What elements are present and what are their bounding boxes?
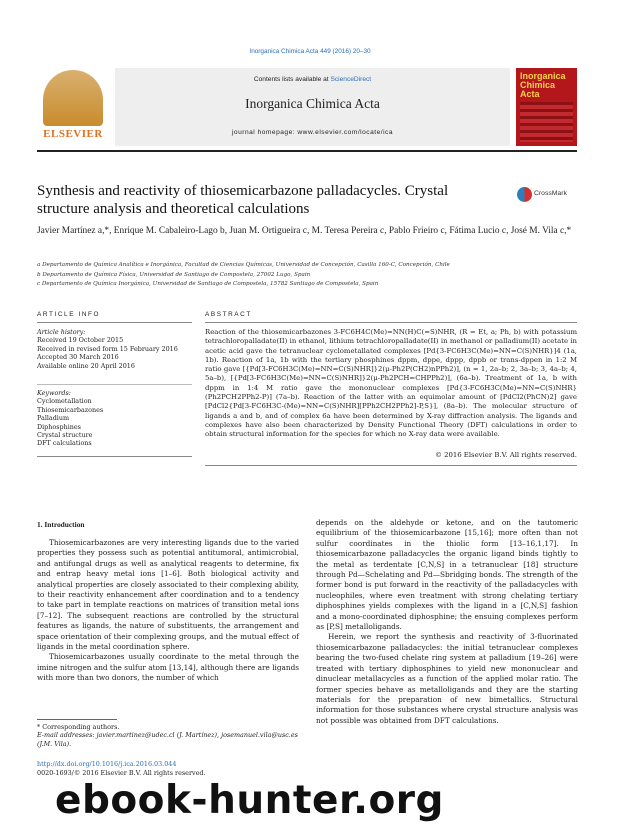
sciencedirect-link[interactable]: ScienceDirect	[330, 76, 372, 83]
body-paragraph: Herein, we report the synthesis and reactivity of 3-fluorinated thiosemicarbazone palladacycles: the initial tetranuclear complexes bearing the two-fused chelate ring system at palladium [19–26] were treated with tertiary diphosphines to yield new mononuclear and dinuclear metallacycles as a function of the applied molar ratio. The former species behave as metalloligands and they are the starting materials for the preparation of new bimetallics. Structural information for those substances where crystal structure analysis was not possible was obtained from DFT calculations.	[316, 632, 578, 725]
article-info-heading: ARTICLE INFO	[37, 311, 101, 318]
affiliation-c: c Departamento de Química Inorgánica, Universidad de Santiago de Compostela, 15782 Santiago de Compostela, Spain	[37, 281, 379, 287]
affiliation-b: b Departamento de Química Física, Universidad de Santiago de Compostela, 27002 Lugo, Spain	[37, 271, 311, 278]
contents-text: Contents lists available at	[253, 76, 331, 83]
watermark: ebook-hunter.org	[55, 778, 444, 823]
history-received: Received 19 October 2015	[37, 336, 124, 345]
keyword: DFT calculations	[37, 439, 92, 448]
keyword: Diphosphines	[37, 422, 81, 431]
article-title: Synthesis and reactivity of thiosemicarbazone palladacycles. Crystal structure analysis and theoretical calculations	[37, 183, 449, 217]
body-paragraph: Thiosemicarbazones usually coordinate to the metal through the imine nitrogen and the sulfur atom [13,14], although there are ligands with more than two donors, the number of which	[37, 652, 299, 683]
keyword: Crystal structure	[37, 431, 93, 440]
publisher-name: ELSEVIER	[43, 128, 103, 140]
history-revised: Received in revised form 15 February 2016	[37, 344, 178, 353]
keyword: Palladium	[37, 414, 70, 423]
issn-line: 0020-1693/© 2016 Elsevier B.V. All rights reserved.	[37, 769, 206, 777]
crossmark-badge[interactable]	[517, 187, 577, 205]
cover-pattern	[520, 102, 573, 142]
article-info-rule	[37, 322, 192, 323]
abstract-rule	[205, 322, 577, 323]
keyword: Thiosemicarbazones	[37, 405, 104, 414]
history-online: Available online 20 April 2016	[37, 361, 135, 370]
elsevier-logo	[37, 68, 109, 146]
contents-line	[115, 76, 510, 83]
abstract-text: Reaction of the thiosemicarbazones 3-FC6H4C(Me)=NN(H)C(=S)NHR, (R = Et, a; Ph, b) with potassium tetrachloropalladate(II) in ethanol, lithium tetrachloropalladate(II) in methanol or palladium(II) acetate in acetic acid gave the tetranuclear cyclometallated complexes [Pd{3-FC6H3C(Me)=NN=C(S)NHR}]4 (1a, 1b). Reaction of 1a, 1b with the tertiary phosphines dppm, dppe, dppp, dppb or trans-dppen in 1:2 M ratio gave [{Pd[3-FC6H3C(Me)=NN=C(S)NHR]}2(μ-Ph2P(CH2)nPPh2)], (n = 1, 2a–b; 2, 3a–b; 3, 4a–b; 4, 5a–b), [{Pd[3-FC6H3C(Me)=NN=C(S)NHR]}2(μ-Ph2PCH=CHPPh2)], (6a–b). Treatment of 1a, b with dppm in 1:4 M ratio gave the mononuclear complexes [Pd{3-FC6H3C(Me)=NN=C(S)NHR}(Ph2PCH2PPh2-P)] (7a–b). Reaction of the latter with an equimolar amount of [PdCl2(PhCN)2] gave [PdCl2{Pd[3-FC6H3C-(Me)=NN=C(S)NHR][PPh2CH2PPh2]-P,S}], (8a–b). The molecular structure of ligands a and b, and of complex 6a have been determined by X-ray diffraction analysis. The ligands and complexes have also been characterized by Density Functional Theory (DFT) calculations in order to obtain structural information for the species for which no X-ray data were available.	[205, 328, 577, 439]
keywords-label: Keywords:	[37, 389, 71, 397]
body-column-left	[37, 538, 299, 684]
abstract-bottom-rule	[205, 465, 577, 466]
author-list: Javier Martínez a,*, Enrique M. Cabaleiro-Lago b, Juan M. Ortigueira c, M. Teresa Pereira c, Pablo Frieiro c, Fátima Lucio c, José M. Vila c,*	[37, 226, 572, 236]
body-paragraph: Thiosemicarbazones are very interesting ligands due to the varied properties they possess such as potential antitumoral, antimicrobial, and antifungal drugs as well as analytical reagents to determine, fix and entrap heavy metal ions [1–6]. Both biological activity and analytical properties are closely associated to their complexing ability, to their reactivity enhancement after coordination and to a tendency to take part in template reactions on matrices of transition metal ions [7–12]. The subsequent reactions are controlled by the structural features as ligands, the nature of substituents, the arrangement and space orientation of their complexing groups, and the mutual effect of ligands in the metal coordination sphere.	[37, 538, 299, 652]
masthead-rule	[37, 150, 577, 152]
affiliations	[37, 261, 582, 290]
keyword: Cyclometallation	[37, 397, 92, 406]
journal-reference[interactable]: Inorganica Chimica Acta 449 (2016) 20–30	[249, 48, 371, 55]
doi-link[interactable]: http://dx.doi.org/10.1016/j.ica.2016.03.044	[37, 760, 177, 768]
body-column-right	[316, 518, 578, 726]
crossmark-icon	[517, 187, 532, 202]
article-info-bottom-rule	[37, 456, 192, 457]
crossmark-label: CrossMark	[534, 190, 567, 197]
journal-title: Inorganica Chimica Acta	[245, 96, 380, 111]
keywords	[37, 389, 197, 448]
journal-masthead	[37, 68, 577, 146]
footnote	[37, 723, 307, 748]
journal-cover	[516, 68, 577, 146]
abstract-copyright: © 2016 Elsevier B.V. All rights reserved.	[435, 451, 577, 459]
journal-banner	[115, 68, 510, 146]
footnote-rule	[37, 719, 117, 720]
journal-homepage[interactable]: journal homepage: www.elsevier.com/locate/ica	[231, 129, 394, 136]
body-paragraph: depends on the aldehyde or ketone, and on the tautomeric equilibrium of the thiosemicarbazone [15,16]; more often than not sulfur coordinates in the thiolic form [13–16,1,17]. In thiosemicarbazone palladacycles the organic ligand binds tightly to the metal as terdentate [C,N,S] in a tetranuclear [18] structure through Pd—Schelating and Pd—Sbridging bonds. The strength of the former bond is put forward in the reactivity of the palladacycles with nucleophiles, where even treatment with strong chelating tertiary diphosphines yields complexes with the ligand in a [C,N,S] fashion and a mono-coordinated diphosphine; the ensuing complexes perform as [P,S] metalloligands.	[316, 518, 578, 632]
email-addresses[interactable]: E-mail addresses: javier.martinez@udec.cl (J. Martínez), josemanuel.vila@usc.es (J.M. Vila).	[37, 731, 298, 748]
history-divider	[37, 384, 192, 385]
corresponding-note: * Corresponding authors.	[37, 723, 120, 731]
history-accepted: Accepted 30 March 2016	[37, 353, 119, 362]
article-history	[37, 328, 197, 370]
history-label: Article history:	[37, 328, 86, 336]
abstract-heading: ABSTRACT	[205, 311, 252, 318]
affiliation-a: a Departamento de Química Analítica e Inorgánica, Facultad de Ciencias Químicas, Universidad de Concepción, Casilla 160-C, Concepción, Chile	[37, 262, 450, 268]
section-heading-introduction: 1. Introduction	[37, 520, 85, 529]
elsevier-tree-icon	[43, 70, 103, 126]
cover-title: Inorganica Chimica Acta	[520, 71, 566, 99]
